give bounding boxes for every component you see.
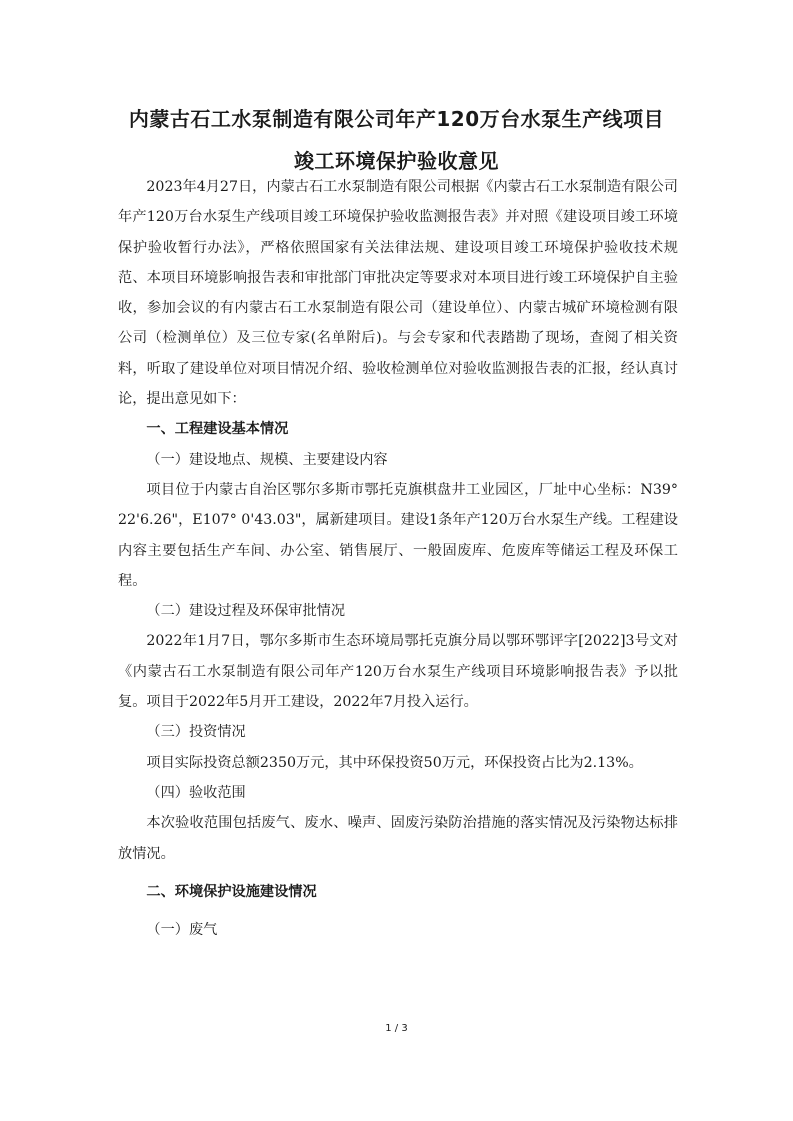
section-heading-1: 一、工程建设基本情况 (146, 421, 289, 438)
investment-paragraph: 项目实际投资总额2350万元，其中环保投资50万元，环保投资占比为2.13%。 (146, 754, 643, 771)
document-title-line2: 竣工环境保护验收意见 (294, 149, 499, 173)
subsection-heading-approval: （二）建设过程及环保审批情况 (146, 603, 346, 620)
subsection-heading-exhaust: （一）废气 (146, 922, 218, 939)
section-heading-2: 二、环境保护设施建设情况 (146, 883, 317, 900)
intro-paragraph: 2023年4月27日，内蒙古石工水泵制造有限公司根据《内蒙古石工水泵制造有限公司年产120万台水泵生产线项目竣工环境保护验收监测报告表》并对照《建设项目竣工环境保护验收暂行办法》，严格依照国家有关法律法规、建设项目竣工环境保护验收技术规范、本项目环境影响报告表和审批部门审批决定等要求对本项目进行竣工环境保护自主验收，参加会议的有内蒙古石工水泵制造有限公司（建设单位）、内蒙古城矿环境检测有限公司（检测单位）及三位专家(名单附后)。与会专家和代表踏勘了现场，查阅了相关资料，听取了建设单位对项目情况介绍、验收检测单位对验收监测报告表的汇报，经认真讨论，提出意见如下： (118, 179, 678, 408)
document-body (118, 172, 678, 945)
page-number: 1 / 3 (385, 1023, 408, 1034)
document-title-line1: 内蒙古石工水泵制造有限公司年产120万台水泵生产线项目 (128, 107, 665, 131)
subsection-heading-scope: （四）验收范围 (146, 784, 246, 801)
approval-paragraph: 2022年1月7日，鄂尔多斯市生态环境局鄂托克旗分局以鄂环鄂评字[2022]3号文对《内蒙古石工水泵制造有限公司年产120万台水泵生产线项目环境影响报告表》予以批复。项目于2022年5月开工建设，2022年7月投入运行。 (118, 633, 678, 711)
scope-paragraph: 本次验收范围包括废气、废水、噪声、固废污染防治措施的落实情况及污染物达标排放情况。 (118, 815, 678, 862)
subsection-heading-location: （一）建设地点、规模、主要建设内容 (146, 451, 388, 468)
subsection-heading-investment: （三）投资情况 (146, 724, 246, 741)
location-paragraph: 项目位于内蒙古自治区鄂尔多斯市鄂托克旗棋盘井工业园区，厂址中心坐标：N39° 22'6.26"，E107° 0'43.03"，属新建项目。建设1条年产120万台水泵生产线。工程建设内容主要包括生产车间、办公室、销售展厅、一般固废库、危废库等储运工程及环保工程。 (118, 481, 678, 589)
